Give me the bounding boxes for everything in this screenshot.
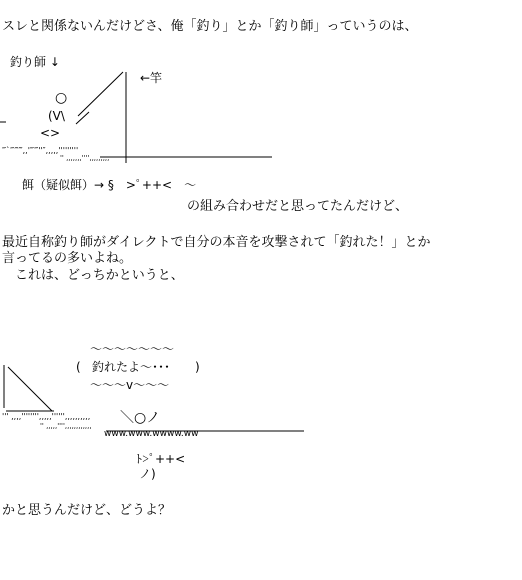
ground-texture-2: '' ,,,,,,,'''',,,,,,,,, bbox=[60, 154, 110, 162]
intro-line: スレと関係ないんだけどさ、俺「釣り」とか「釣り師」っていうのは、 bbox=[2, 19, 418, 34]
outro-line: かと思うんだけど、どうよ？ bbox=[2, 503, 172, 518]
bubble-bottom: ～～～v～～～ bbox=[90, 378, 170, 392]
fisher-legs: <> bbox=[40, 126, 61, 140]
fish-tail: ノ) bbox=[139, 467, 156, 481]
bubble-right-paren: ) bbox=[195, 360, 200, 374]
middle-line-2: 言ってるの多いよね。 bbox=[2, 251, 133, 266]
fisher-label: 釣り師 ↓ bbox=[10, 55, 60, 69]
ground-texture-4: '' ,,,,,'''',,,,,,,,,,,, bbox=[40, 422, 92, 430]
bubble-top: ～～～～～～～ bbox=[90, 342, 175, 356]
fisher-head: ○ bbox=[55, 90, 68, 106]
bait-note: の組み合わせだと思ってたんだけど、 bbox=[187, 199, 409, 214]
ground-texture: ‴`‴‴‴,,'‴‴''″,,,,,''''''''' bbox=[2, 146, 79, 155]
ground-texture-3: ''' ,,,,'''''''',,,,,'''''',,,,,,,,,, bbox=[2, 412, 91, 421]
bait-label: 餌（疑似餌）→ § >ﾟ++< ～ bbox=[22, 178, 197, 192]
fish: ﾄ>ﾟ++< bbox=[136, 452, 186, 466]
rod-diagonal bbox=[8, 367, 52, 411]
middle-line-3: これは、どっちかというと、 bbox=[2, 268, 184, 283]
bubble-text: 釣れたよ～･･･ bbox=[92, 360, 171, 374]
fisher-body: (V\ bbox=[48, 109, 65, 123]
bubble-left-paren: ( bbox=[76, 360, 81, 374]
rod-label: ←竿 bbox=[140, 71, 163, 85]
splash-waves: www.www.wwww.ww bbox=[104, 429, 199, 439]
fish-person: ＼○ノ bbox=[120, 410, 161, 426]
middle-line-1: 最近自称釣り師がダイレクトで自分の本音を攻撃されて「釣れた！」とか bbox=[2, 235, 431, 250]
